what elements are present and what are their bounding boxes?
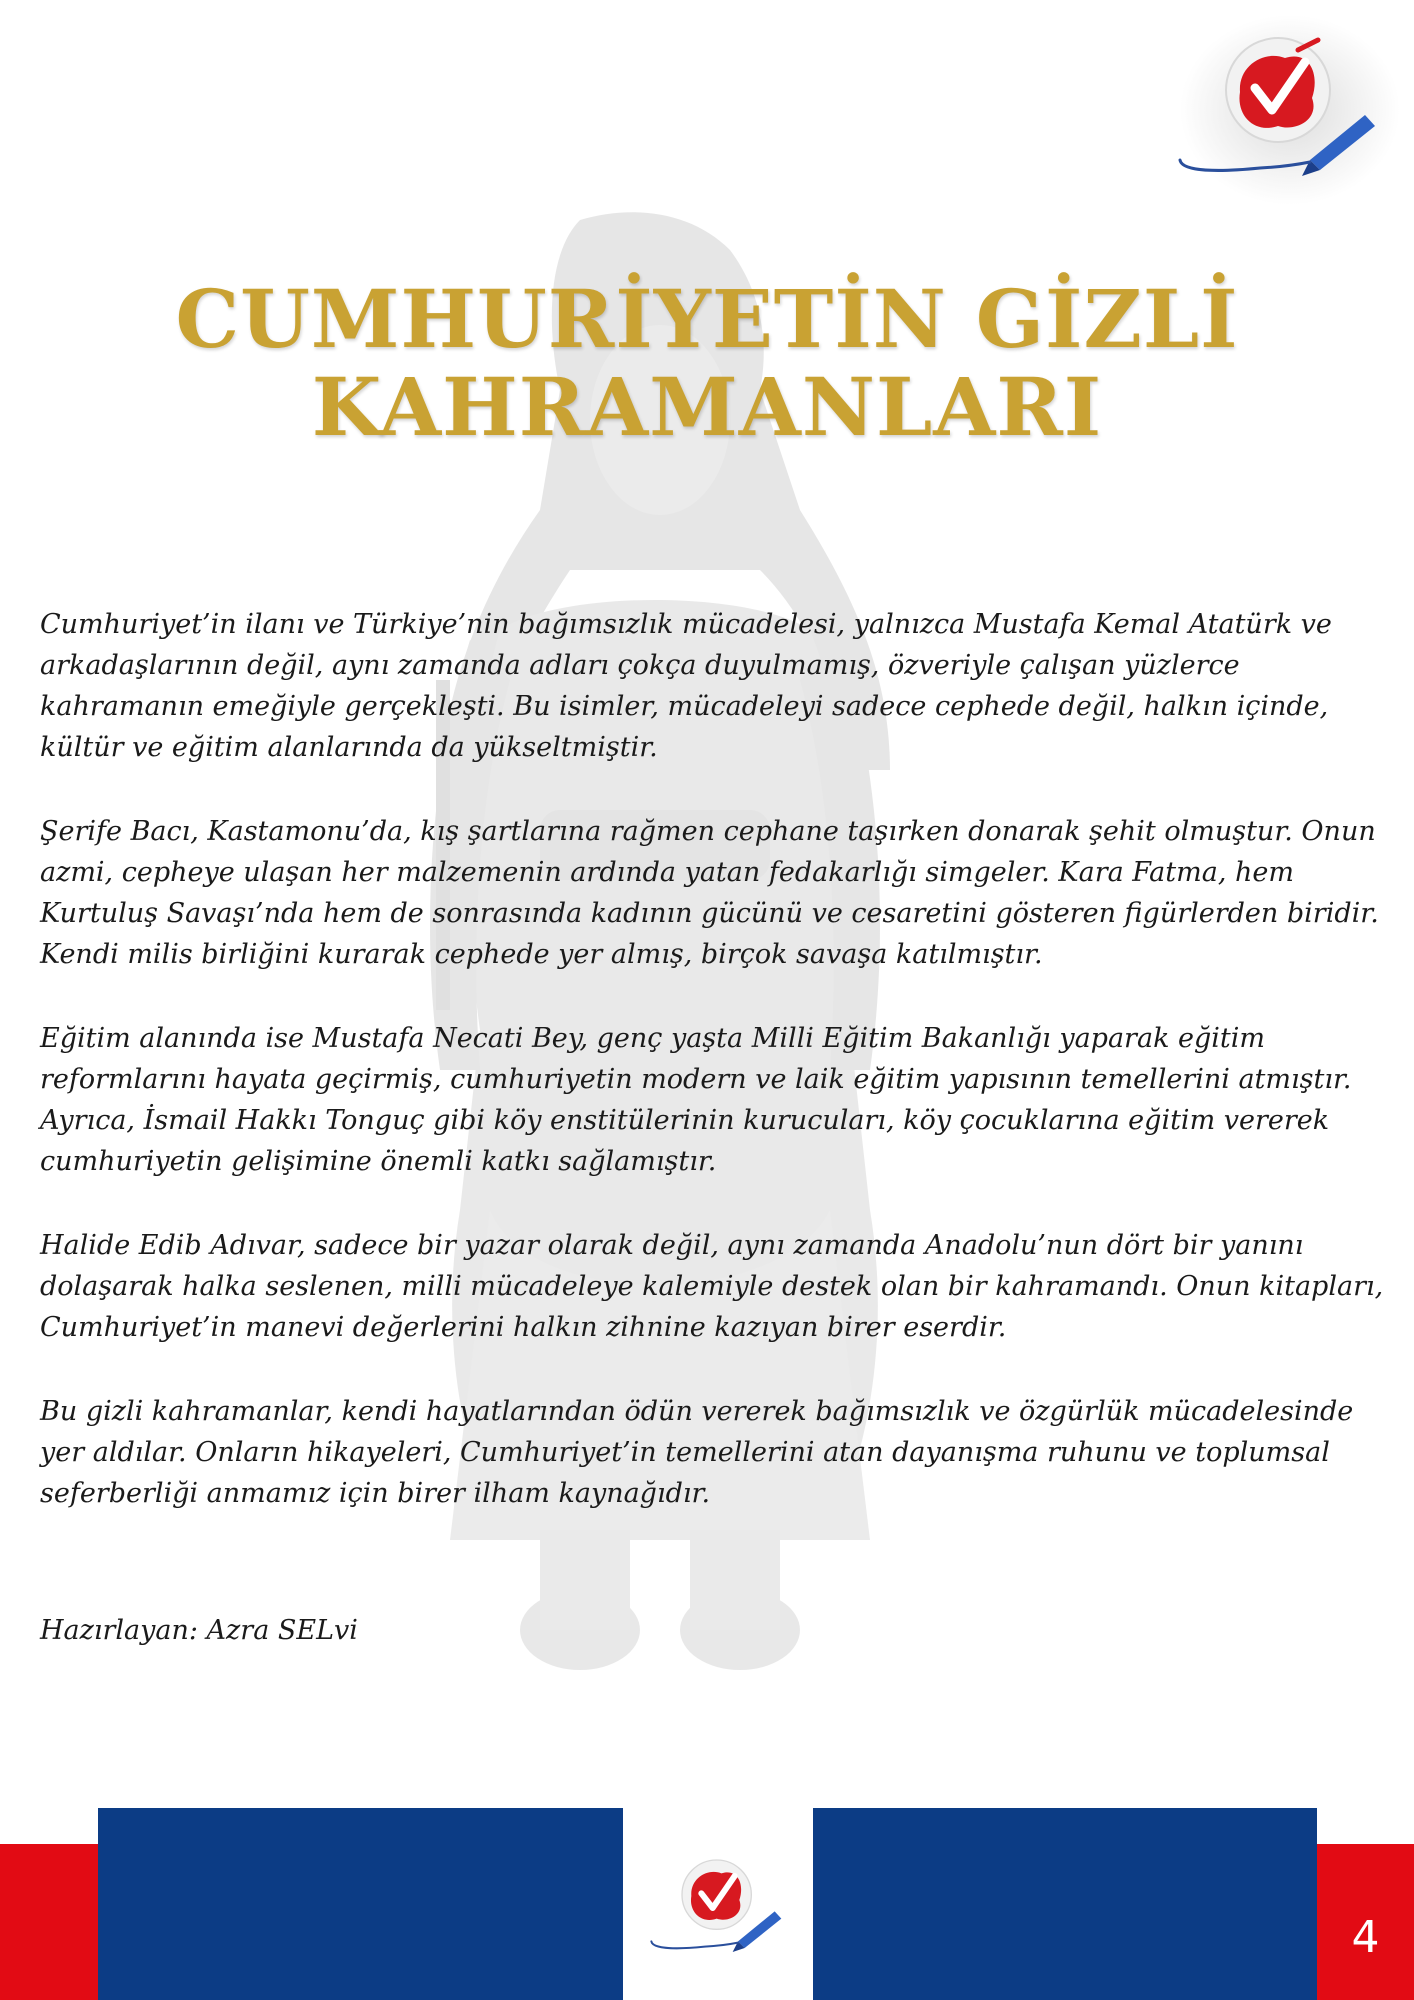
footer-blue-left [98, 1808, 623, 2000]
footer-blue-right [813, 1808, 1317, 2000]
page-title-line-2: KAHRAMANLARI [311, 360, 1103, 454]
footer-logo-box [623, 1808, 813, 2000]
paragraph-2: Şerife Bacı, Kastamonu’da, kış şartlarına rağmen cephane taşırken donarak şehit olmuştur. Onun azmi, cepheye ulaşan her malzemenin ardında yatan fedakarlığı simgeler. Kara Fatma, hem Kurtuluş Savaşı’nda hem de sonrasında kadının gücünü ve cesaretini gösteren figürlerden biridir. Kendi milis birliğini kurarak cephede yer almış, birçok savaşa katılmıştır. [40, 816, 1379, 970]
paragraph-4: Halide Edib Adıvar, sadece bir yazar olarak değil, aynı zamanda Anadolu’nun dört bir yanını dolaşarak halka seslenen, milli mücadeleye kalemiyle destek olan bir kahramandı. Onun kitapları, Cumhuriyet’in manevi değerlerini halkın zihnine kazıyan birer eserdir. [40, 1230, 1384, 1343]
checkmark-pen-logo-icon [1160, 10, 1400, 210]
paragraph-1: Cumhuriyet’in ilanı ve Türkiye’nin bağımsızlık mücadelesi, yalnızca Mustafa Kemal Atatürk ve arkadaşlarının değil, aynı zamanda adları çokça duyulmamış, özveriyle çalışan yüzlerce kahramanın emeğiyle gerçekleşti. Bu isimler, mücadeleyi sadece cephede değil, halkın içinde, kültür ve eğitim alanlarında da yükseltmiştir. [40, 609, 1332, 763]
paragraph-3: Eğitim alanında ise Mustafa Necati Bey, genç yaşta Milli Eğitim Bakanlığı yaparak eğitim reformlarını hayata geçirmiş, cumhuriyetin modern ve laik eğitim yapısının temellerini atmıştır. Ayrıca, İsmail Hakkı Tonguç gibi köy enstitülerinin kurucuları, köy çocuklarına eğitim vererek cumhuriyetin gelişimine önemli katkı sağlamıştır. [40, 1023, 1352, 1177]
footer-red-left [0, 1844, 98, 2000]
footer-band [0, 1808, 1414, 2000]
page-title-line-1: CUMHURİYETİN GİZLİ [175, 272, 1239, 366]
article-body [40, 604, 1390, 1557]
paragraph-5: Bu gizli kahramanlar, kendi hayatlarından ödün vererek bağımsızlık ve özgürlük mücadelesinde yer aldılar. Onların hikayeleri, Cumhuriyet’in temellerini atan dayanışma ruhunu ve toplumsal seferberliği anmamız için birer ilham kaynağıdır. [40, 1396, 1354, 1509]
checkmark-pen-logo-icon [638, 1838, 798, 1978]
page-title [0, 272, 1414, 454]
author-credit: Hazırlayan: Azra SELvi [40, 1615, 358, 1646]
page-number: 4 [1351, 1912, 1380, 1963]
